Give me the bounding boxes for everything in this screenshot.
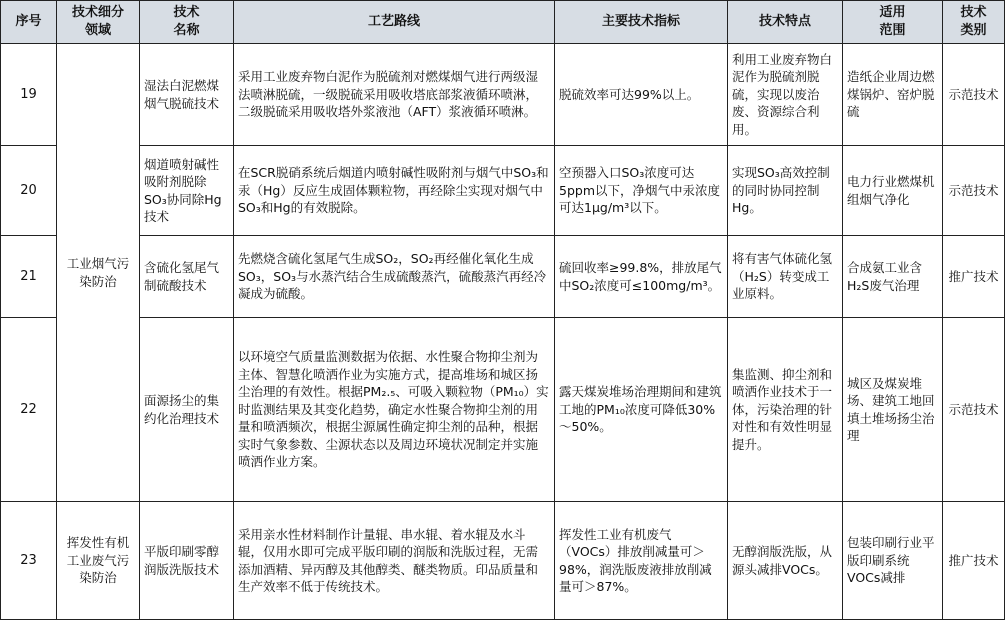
- table-row: [1, 502, 1005, 620]
- main-index: 挥发性工业有机废气（VOCs）排放削减量可＞98%，润洗版废液排放削减量可＞87%。: [555, 502, 728, 620]
- scope: 电力行业燃煤机组烟气净化: [843, 146, 943, 236]
- main-index: 硫回收率≥99.8%，排放尾气中SO₂浓度可≤100mg/m³。: [555, 236, 728, 318]
- header-category: [943, 1, 1005, 44]
- header-scope: [843, 1, 943, 44]
- main-index: 脱硫效率可达99%以上。: [555, 44, 728, 146]
- process-route: 在SCR脱硝系统后烟道内喷射碱性吸附剂与烟气中SO₃和汞（Hg）反应生成固体颗粒物，再经除尘实现对烟气中SO₃和Hg的有效脱除。: [234, 146, 555, 236]
- header-name-text: 技术 名称: [173, 5, 200, 38]
- domain-cell: 挥发性有机工业废气污染防治: [57, 502, 140, 620]
- table-row: [1, 236, 1005, 318]
- category: 示范技术: [943, 44, 1005, 146]
- main-index: 露天煤炭堆场治理期间和建筑工地的PM₁₀浓度可降低30%～50%。: [555, 318, 728, 502]
- row-no: 20: [1, 146, 57, 236]
- process-route: 采用工业废弃物白泥作为脱硫剂对燃煤烟气进行两级湿法喷淋脱硫，一级脱硫采用吸收塔底部浆液循环喷淋，二级脱硫采用吸收塔外浆液池（AFT）浆液循环喷淋。: [234, 44, 555, 146]
- tech-name: 平版印刷零醇润版洗版技术: [140, 502, 234, 620]
- tech-feature: 实现SO₃高效控制的同时协同控制Hg。: [728, 146, 843, 236]
- category: 推广技术: [943, 236, 1005, 318]
- header-domain: [57, 1, 140, 44]
- header-category-text: 技术 类别: [960, 5, 987, 38]
- header-route: 工艺路线: [234, 1, 555, 44]
- row-no: 22: [1, 318, 57, 502]
- process-route: 采用亲水性材料制作计量辊、串水辊、着水辊及水斗辊，仅用水即可完成平版印刷的润版和洗版过程，无需添加酒精、异丙醇及其他醇类、醚类物质。印品质量和生产效率不低于传统技术。: [234, 502, 555, 620]
- tech-name: 湿法白泥燃煤烟气脱硫技术: [140, 44, 234, 146]
- header-no: 序号: [1, 1, 57, 44]
- header-domain-text: 技术细分 领域: [71, 5, 124, 38]
- table-row: [1, 318, 1005, 502]
- scope: 造纸企业周边燃煤锅炉、窑炉脱硫: [843, 44, 943, 146]
- header-row: [1, 1, 1005, 44]
- header-index: 主要技术指标: [555, 1, 728, 44]
- scope: 合成氨工业含H₂S废气治理: [843, 236, 943, 318]
- row-no: 21: [1, 236, 57, 318]
- table-row: [1, 44, 1005, 146]
- scope: 包装印刷行业平版印刷系统VOCs减排: [843, 502, 943, 620]
- tech-feature: 无醇润版洗版，从源头减排VOCs。: [728, 502, 843, 620]
- process-route: 以环境空气质量监测数据为依据、水性聚合物抑尘剂为主体、智慧化喷洒作业为实施方式，提高堆场和城区扬尘治理的有效性。根据PM₂.₅、可吸入颗粒物（PM₁₀）实时监测结果及其变化趋势，确定水性聚合物抑尘剂的用量和喷洒频次，根据尘源属性确定抑尘剂的品种，根据实时气象参数、尘源状态以及周边环境状况制定并实施喷洒作业方案。: [234, 318, 555, 502]
- header-name: [140, 1, 234, 44]
- main-index: 空预器入口SO₃浓度可达5ppm以下，净烟气中汞浓度可达1μg/m³以下。: [555, 146, 728, 236]
- category: 示范技术: [943, 318, 1005, 502]
- row-no: 19: [1, 44, 57, 146]
- category: 推广技术: [943, 502, 1005, 620]
- category: 示范技术: [943, 146, 1005, 236]
- row-no: 23: [1, 502, 57, 620]
- domain-cell: 工业烟气污染防治: [57, 44, 140, 502]
- tech-feature: 将有害气体硫化氢（H₂S）转变成工业原料。: [728, 236, 843, 318]
- header-feature: 技术特点: [728, 1, 843, 44]
- tech-name: 面源扬尘的集约化治理技术: [140, 318, 234, 502]
- table-row: [1, 146, 1005, 236]
- process-route: 先燃烧含硫化氢尾气生成SO₂，SO₂再经催化氧化生成SO₃，SO₃与水蒸汽结合生成硫酸蒸汽，硫酸蒸汽再经冷凝成为硫酸。: [234, 236, 555, 318]
- scope: 城区及煤炭堆场、建筑工地回填土堆场扬尘治理: [843, 318, 943, 502]
- tech-feature: 利用工业废弃物白泥作为脱硫剂脱硫，实现以废治废、资源综合利用。: [728, 44, 843, 146]
- tech-name: 含硫化氢尾气制硫酸技术: [140, 236, 234, 318]
- header-scope-text: 适用 范围: [879, 5, 906, 38]
- tech-name: 烟道喷射碱性吸附剂脱除SO₃协同除Hg技术: [140, 146, 234, 236]
- tech-feature: 集监测、抑尘剂和喷洒作业技术于一体，污染治理的针对性和有效性明显提升。: [728, 318, 843, 502]
